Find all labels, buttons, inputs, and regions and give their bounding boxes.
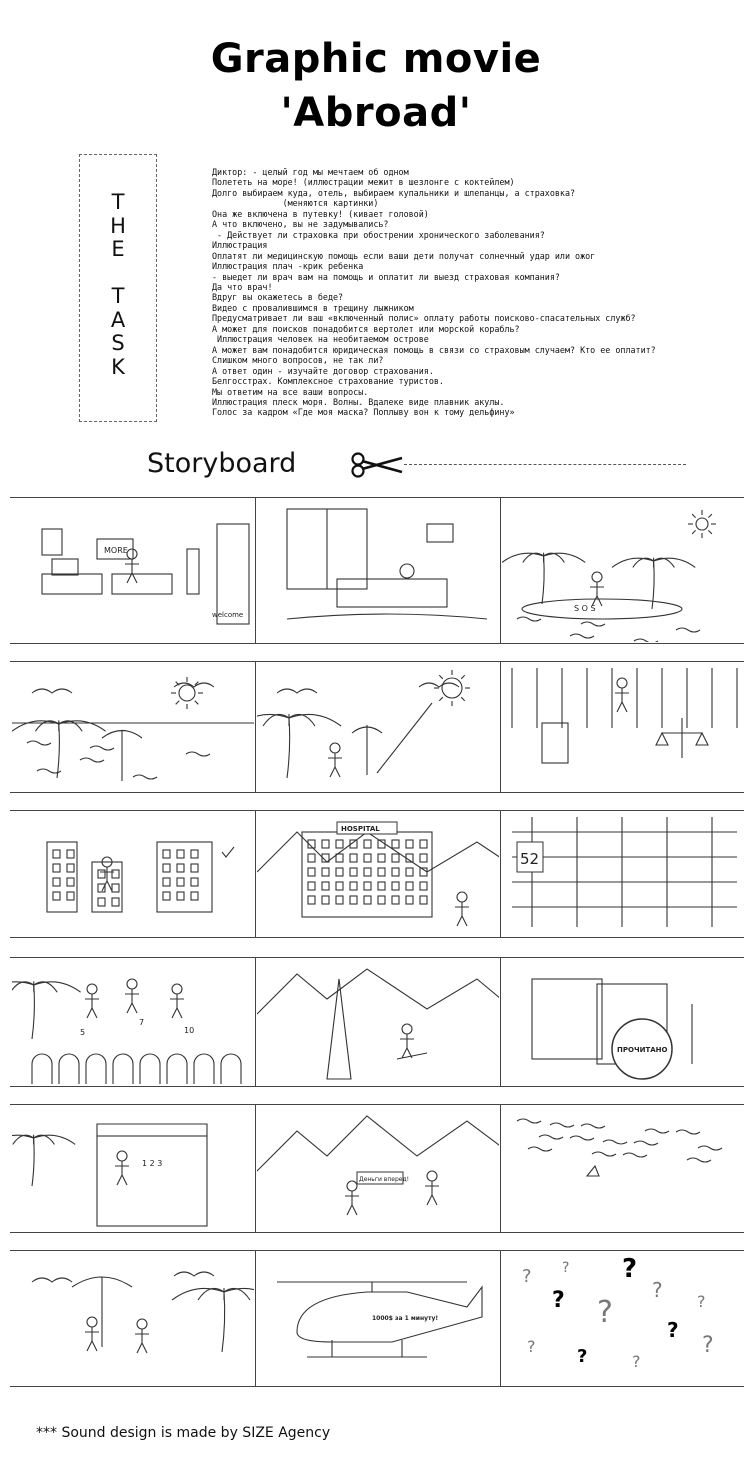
script-line: Вдруг вы окажетесь в беде? (212, 292, 344, 303)
script-line: Мы ответим на все ваши вопросы. (212, 386, 369, 397)
panel-column-divider (500, 497, 501, 643)
svg-text:MORE: MORE (104, 546, 128, 555)
script-line: Диктор: - целый год мы мечтаем об одном (212, 167, 409, 177)
panel-column-divider (255, 1250, 256, 1386)
panel-row-divider (10, 661, 744, 662)
page-title-line-2: 'Abroad' (280, 90, 472, 136)
script-line: Да что врач! (212, 281, 273, 292)
storyboard-panel-documents (502, 959, 743, 1085)
panel-illustration (12, 1106, 254, 1231)
task-box (79, 154, 157, 422)
panel-row-divider (10, 1232, 744, 1233)
panel-row-divider (10, 810, 744, 811)
script-text (212, 167, 732, 418)
panel-illustration (502, 1252, 743, 1385)
svg-text:welcome: welcome (212, 611, 244, 619)
page-title-line-1: Graphic movie (210, 36, 542, 82)
script-line: Иллюстрация плеск моря. Волны. Вдалеке виде плавник акулы. (212, 396, 505, 407)
script-line: Белгосстрах. Комплексное страхование туристов. (212, 376, 444, 387)
panel-illustration (12, 959, 254, 1085)
question-mark-icon: ? (652, 1278, 663, 1302)
panel-column-divider (500, 810, 501, 937)
panel-row-divider (10, 937, 744, 938)
script-line: А может для поисков понадобится вертолет или морской корабль? (212, 323, 520, 334)
script-line: Долго выбираем куда, отель, выбираем купальники и шлепанцы, а страховка? (212, 187, 576, 198)
panel-column-divider (500, 1250, 501, 1386)
panel-illustration (257, 812, 499, 936)
panel-illustration (502, 812, 743, 936)
panel-illustration (502, 499, 743, 642)
storyboard-panel-contest (12, 959, 254, 1085)
question-mark-icon: ? (632, 1352, 641, 1371)
task-label: T H E T A S K (110, 190, 126, 379)
storyboard-panel-mountain-rescue (257, 1106, 499, 1231)
storyboard-panel-questions (502, 1252, 743, 1385)
script-line: - Действует ли страховка при обострении хронического заболевания? (212, 229, 545, 240)
question-mark-icon: ? (702, 1333, 714, 1358)
script-line: А ответ один - изучайте договор страхования. (212, 365, 434, 376)
panel-illustration (257, 499, 499, 642)
question-mark-icon: ? (622, 1254, 638, 1284)
question-mark-icon: ? (527, 1337, 536, 1356)
panel-row-divider (10, 497, 744, 498)
storyboard-panel-sea-shark (502, 1106, 743, 1231)
panel-illustration (12, 499, 254, 642)
storyboard-panel-court (502, 663, 743, 791)
panel-row-divider (10, 1386, 744, 1387)
script-line: Голос за кадром «Где моя маска? Поплыву вон к тому дельфину» (212, 407, 515, 418)
panel-column-divider (500, 1104, 501, 1232)
svg-text:S O S: S O S (574, 604, 596, 613)
svg-text:5: 5 (80, 1028, 86, 1037)
svg-text:HOSPITAL: HOSPITAL (341, 825, 380, 833)
storyboard-title: Storyboard (147, 448, 297, 479)
script-line: А что включено, вы не задумывались? (212, 219, 389, 230)
panel-column-divider (255, 661, 256, 792)
storyboard-panel-beach-couple (12, 1252, 254, 1385)
svg-text:ПРОЧИТАНО: ПРОЧИТАНО (617, 1046, 668, 1054)
panel-illustration (12, 663, 254, 791)
panel-column-divider (500, 661, 501, 792)
storyboard-panel-bedroom (257, 499, 499, 642)
storyboard-panel-hospital (257, 812, 499, 936)
panel-illustration (502, 959, 743, 1085)
svg-text:52: 52 (520, 850, 540, 868)
panel-column-divider (255, 1104, 256, 1232)
script-line: - выедет ли врач вам на помощь и оплатит ли выезд страховая компания? (212, 271, 560, 282)
panel-illustration (502, 663, 743, 791)
panel-row-divider (10, 1086, 744, 1087)
panel-illustration (502, 1106, 743, 1231)
panel-illustration (257, 1252, 499, 1385)
script-line: А может вам понадобится юридическая помощь в связи со страховым случаем? Кто ее оплатит? (212, 344, 656, 355)
script-line: (меняются картинки) (212, 198, 379, 209)
panel-column-divider (500, 957, 501, 1086)
question-mark-icon: ? (667, 1318, 679, 1342)
storyboard-panel-map (502, 812, 743, 936)
storyboard-panel-helicopter (257, 1252, 499, 1385)
storyboard-panel-bar (12, 1106, 254, 1231)
footer-credit: *** Sound design is made by SIZE Agency (36, 1425, 331, 1441)
panel-column-divider (255, 957, 256, 1086)
script-line: Предусматривает ли ваш «включенный полис» оплату работы поисково-спасательных служб? (212, 313, 636, 324)
storyboard-panel-office (12, 499, 254, 642)
script-line: Видео с провалившимся в трещину лыжником (212, 302, 414, 313)
script-line: Иллюстрация человек на необитаемом острове (212, 334, 429, 345)
script-line: Иллюстрация (212, 240, 268, 251)
scissors-icon (350, 452, 406, 478)
panel-row-divider (10, 1104, 744, 1105)
svg-text:1000$ за 1 минуту!: 1000$ за 1 минуту! (372, 1315, 439, 1322)
storyboard-panel-ski (257, 959, 499, 1085)
panel-illustration (12, 1252, 254, 1385)
svg-text:Деньги вперед!: Деньги вперед! (359, 1176, 410, 1183)
question-mark-icon: ? (697, 1292, 706, 1311)
svg-text:7: 7 (139, 1018, 145, 1027)
svg-text:10: 10 (184, 1026, 195, 1035)
script-line: Полететь на море! (иллюстрации межит в шезлонге с коктейлем) (212, 177, 515, 188)
question-mark-icon: ? (552, 1288, 565, 1313)
script-line: Оплатят ли медицинскую помощь если ваши дети получат солнечный удар или ожог (212, 250, 596, 261)
panel-column-divider (255, 810, 256, 937)
svg-text:1 2 3: 1 2 3 (142, 1159, 163, 1168)
panel-illustration (257, 663, 499, 791)
storyboard-panel-beach (12, 663, 254, 791)
panel-illustration (257, 959, 499, 1085)
panel-column-divider (255, 497, 256, 643)
panel-illustration (12, 812, 254, 936)
panel-illustration (257, 1106, 499, 1231)
storyboard-panel-town (12, 812, 254, 936)
panel-row-divider (10, 792, 744, 793)
question-mark-icon: ? (562, 1260, 570, 1276)
panel-row-divider (10, 1250, 744, 1251)
question-mark-icon: ? (522, 1266, 532, 1287)
storyboard-panel-beach-sun (257, 663, 499, 791)
script-line: Иллюстрация плач -крик ребенка (212, 261, 364, 272)
question-mark-icon: ? (577, 1346, 588, 1367)
cut-line (404, 464, 686, 465)
script-line: Слишком много вопросов, не так ли? (212, 355, 384, 366)
script-line: Она же включена в путевку! (кивает головой) (212, 208, 429, 219)
panel-row-divider (10, 957, 744, 958)
storyboard-panel-island (502, 499, 743, 642)
question-mark-icon: ? (597, 1295, 613, 1330)
panel-row-divider (10, 643, 744, 644)
